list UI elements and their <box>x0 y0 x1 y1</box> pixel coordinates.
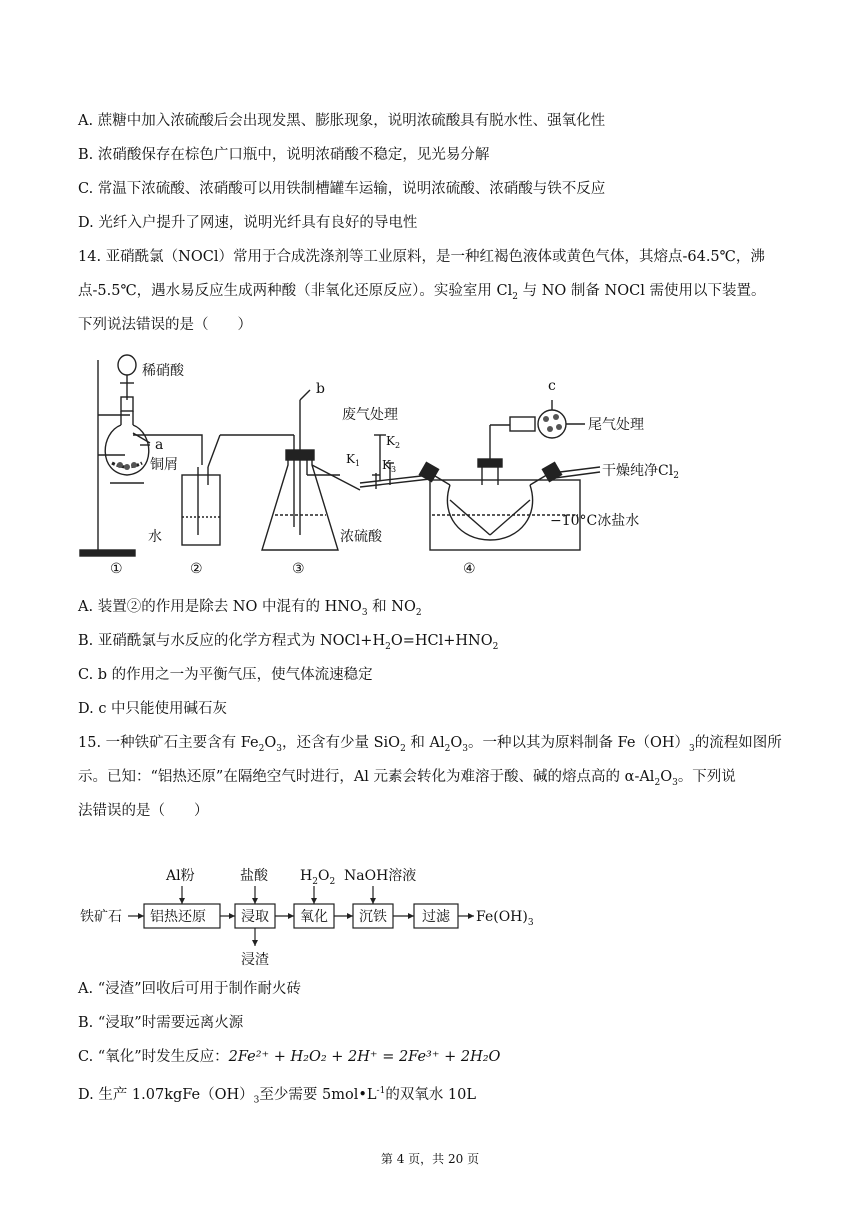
flow-reagent-naoh: NaOH溶液 <box>344 868 417 884</box>
q14-stem-line1: 14. 亚硝酰氯（NOCl）常用于合成洗涤剂等工业原料，是一种红褐色液体或黄色气体，其熔点-64.5℃，沸 <box>78 249 765 265</box>
flow-residue: 浸渣 <box>241 952 269 968</box>
label-tail-gas: 尾气处理 <box>588 417 644 433</box>
flow-step-leach: 浸取 <box>241 909 269 925</box>
q13-option-a: A. 蔗糖中加入浓硫酸后会出现发黑、膨胀现象，说明浓硫酸具有脱水性、强氧化性 <box>78 113 606 129</box>
label-k3: $K_3$ <box>382 458 397 474</box>
flow-end-product: $Fe(OH)_3$ <box>476 909 534 928</box>
q13-option-b: B. 浓硝酸保存在棕色广口瓶中，说明浓硝酸不稳定，见光易分解 <box>78 147 490 163</box>
q13-option-c: C. 常温下浓硫酸、浓硝酸可以用铁制槽罐车运输，说明浓硫酸、浓硝酸与铁不反应 <box>78 181 606 197</box>
label-ice-bath: −10°C冰盐水 <box>550 513 640 529</box>
q14-option-d: D. c 中只能使用碱石灰 <box>78 701 228 717</box>
page-footer: 第 4 页，共 20 页 <box>380 1152 480 1166</box>
q14-stem-line3: 下列说法错误的是（ ） <box>78 317 252 333</box>
label-waste-gas: 废气处理 <box>342 407 398 423</box>
label-device-1: ① <box>110 561 123 577</box>
q15-option-c-equation: 2Fe²⁺ + H₂O₂ + 2H⁺ = 2Fe³⁺ + 2H₂O <box>228 1049 501 1065</box>
q14-option-c: C. b 的作用之一为平衡气压，使气体流速稳定 <box>78 667 373 683</box>
q15-option-a: A. “浸渣”回收后可用于制作耐火砖 <box>78 981 302 997</box>
q15-option-d: D. 生产 $1.07kgFe(OH)_3$至少需要 $5mol•L^{-1}$的双氧水 10L <box>78 1086 477 1106</box>
q15-stem-line2: 示。已知：“铝热还原”在隔绝空气时进行，Al 元素会转化为难溶于酸、碱的熔点高的 $\alpha-Al_2O_3$。下列说 <box>78 769 736 788</box>
flow-step-thermite: 铝热还原 <box>150 909 206 925</box>
flow-reagent-h2o2: $H_2O_2$ <box>300 868 336 887</box>
label-b: b <box>316 381 325 397</box>
label-dilute-nitric-acid: 稀硝酸 <box>142 363 184 379</box>
label-water: 水 <box>148 529 162 545</box>
label-dry-cl2: 干燥纯净$Cl_2$ <box>602 463 679 481</box>
label-device-4: ④ <box>463 561 476 577</box>
q14-option-b: B. 亚硝酰氯与水反应的化学方程式为 $NOCl+H_2O=HCl+HNO_2$ <box>78 633 499 652</box>
label-c: c <box>548 378 556 394</box>
apparatus-diagram <box>70 345 690 585</box>
q13-option-d: D. 光纤入户提升了网速，说明光纤具有良好的导电性 <box>78 215 418 231</box>
label-conc-sulfuric: 浓硫酸 <box>340 529 382 545</box>
label-device-3: ③ <box>292 561 305 577</box>
label-k1: $K_1$ <box>346 452 361 468</box>
q15-option-b: B. “浸取”时需要远离火源 <box>78 1015 244 1031</box>
label-copper: 铜屑 <box>150 457 178 473</box>
flow-step-filter: 过滤 <box>422 909 450 925</box>
q15-stem-line1: 15. 一种铁矿石主要含有 $Fe_2O_3$，还含有少量 SiO$_2$ 和 $Al_2O_3$。一种以其为原料制备 $Fe(OH)_3$的流程如图所 <box>78 735 782 754</box>
flow-start-iron-ore: 铁矿石 <box>80 909 122 925</box>
q14-option-a: A. 装置②的作用是除去 NO 中混有的 $HNO_3$ 和 $NO_2$ <box>78 599 422 618</box>
flow-step-oxidize: 氧化 <box>300 909 328 925</box>
flow-reagent-hcl: 盐酸 <box>240 868 268 884</box>
label-k2: $K_2$ <box>386 434 401 450</box>
label-a: a <box>155 437 164 453</box>
q14-stem-line2: 点-5.5℃，遇水易反应生成两种酸（非氧化还原反应）。实验室用 $Cl_2$ 与 NO 制备 NOCl 需使用以下装置。 <box>78 283 766 302</box>
flow-step-precipitate: 沉铁 <box>359 909 387 925</box>
q15-option-c: C. “氧化”时发生反应：2Fe²⁺ + H₂O₂ + 2H⁺ = 2Fe³⁺ + 2H₂O <box>78 1049 501 1065</box>
process-flow-chart <box>78 860 568 970</box>
label-device-2: ② <box>190 561 203 577</box>
q15-stem-line3: 法错误的是（ ） <box>78 803 209 819</box>
flow-reagent-al: Al粉 <box>166 868 195 884</box>
